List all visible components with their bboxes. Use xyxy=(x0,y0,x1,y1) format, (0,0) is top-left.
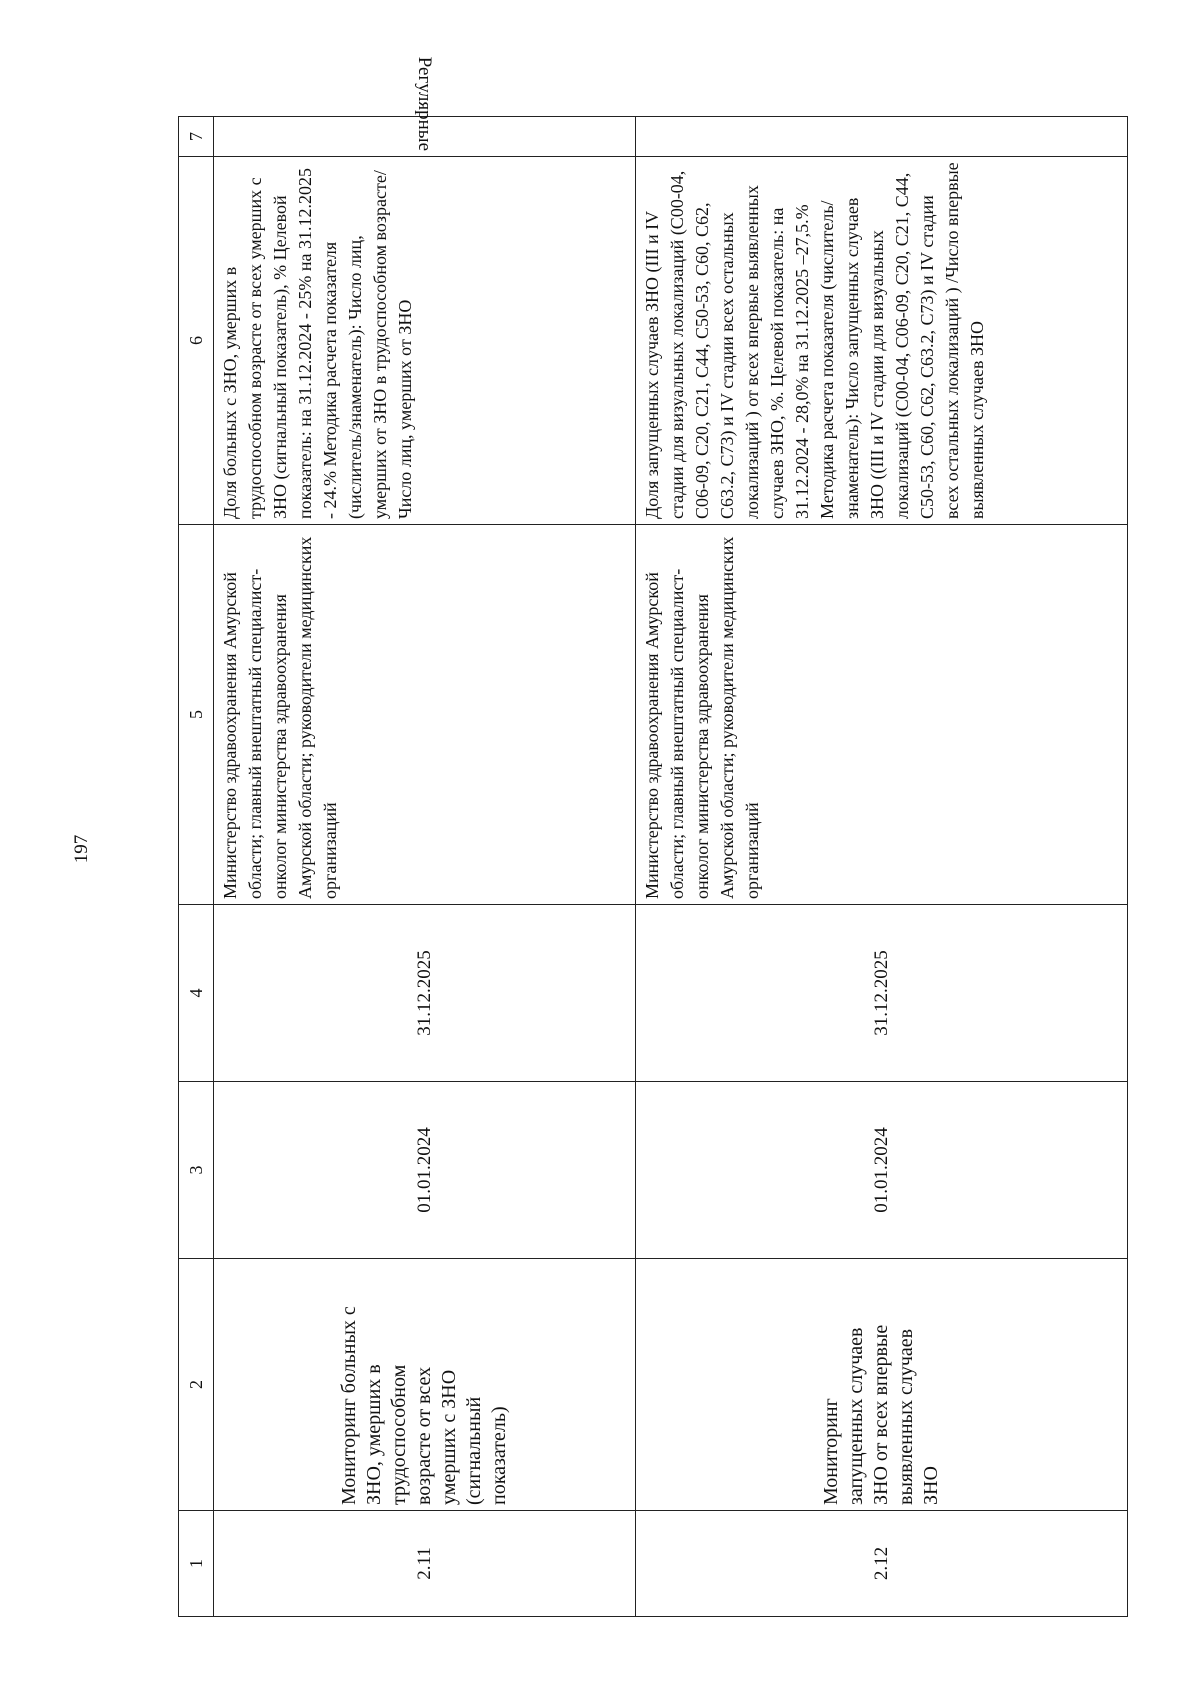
frequency xyxy=(636,117,1128,157)
responsible: Министерство здравоохранения Амурской области; главный внештатный специалист-онколог министерства здравоохранения Амурской области; руководители медицинских организаций xyxy=(636,525,1128,905)
responsible: Министерство здравоохранения Амурской области; главный внештатный специалист-онколог министерства здравоохранения Амурской области; руководители медицинских организаций xyxy=(214,525,636,905)
end-date: 31.12.2025 xyxy=(214,905,636,1082)
frequency: Регулярные xyxy=(214,117,636,157)
measure-name: Мониторинг запущенных случаев ЗНО от всех впервые выявленных случаев ЗНО xyxy=(636,1259,1128,1511)
column-number: 6 xyxy=(179,157,214,525)
row-number: 2.12 xyxy=(636,1511,1128,1617)
measures-table xyxy=(178,56,1128,1617)
column-number: 3 xyxy=(179,1082,214,1259)
start-date: 01.01.2024 xyxy=(214,1082,636,1259)
column-number: 4 xyxy=(179,905,214,1082)
column-number: 1 xyxy=(179,1511,214,1617)
measure-name: Мониторинг больных с ЗНО, умерших в трудоспособном возрасте от всех умерших с ЗНО (сигнальный показатель) xyxy=(214,1259,636,1511)
column-number: 7 xyxy=(179,117,214,157)
indicator: Доля больных с ЗНО, умерших в трудоспособном возрасте от всех умерших с ЗНО (сигнальный показатель), % Целевой показатель: на 31.12.2024 - 25% на 31.12.2025 - 24.% Методика расчета показателя (числитель/знаменатель): Число лиц, умерших от ЗНО в трудоспособном возрасте/ Число лиц, умерших от ЗНО xyxy=(214,157,636,525)
column-number-row xyxy=(179,117,214,1617)
column-number: 5 xyxy=(179,525,214,905)
end-date: 31.12.2025 xyxy=(636,905,1128,1082)
rotated-table xyxy=(178,56,1128,1617)
table-row xyxy=(214,117,636,1617)
row-number: 2.11 xyxy=(214,1511,636,1617)
page-number: 197 xyxy=(71,834,92,864)
table-row xyxy=(636,117,1128,1617)
indicator: Доля запущенных случаев ЗНО (III и IV стадии для визуальных локализаций (С00-04, С06-09, С20, С21, С44, С50-53, С60, С62, С63.2, С73) и IV стадии всех остальных локализаций ) от всех впервые выявленных случаев ЗНО, %. Целевой показатель: на 31.12.2024 - 28,0% на 31.12.2025 –27,5.% Методика расчета показателя (числитель/знаменатель): Число запущенных случаев ЗНО ((III и IV стадии для визуальных локализаций (С00-04, С06-09, С20, С21, С44, С50-53, С60, С62, С63.2, С73) и IV стадии всех остальных локализаций ) /Число впервые выявленных случаев ЗНО xyxy=(636,157,1128,525)
start-date: 01.01.2024 xyxy=(636,1082,1128,1259)
column-number: 2 xyxy=(179,1259,214,1511)
